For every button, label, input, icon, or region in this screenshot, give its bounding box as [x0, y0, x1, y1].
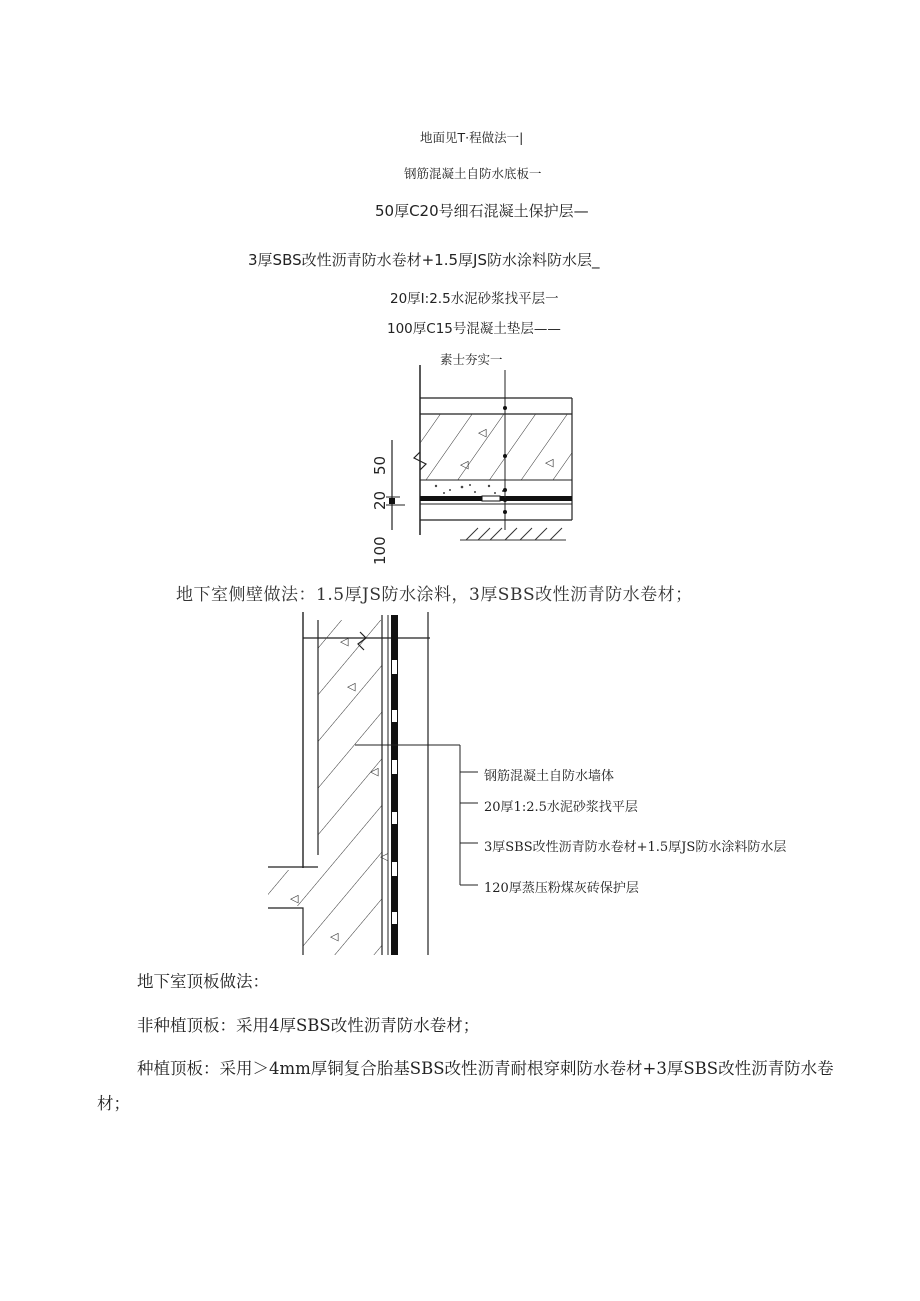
- floor-label-5: 20厚I:2.5水泥砂浆找平层一: [390, 291, 559, 307]
- floor-label-1: 地面见T·程做法一|: [420, 130, 524, 145]
- svg-text:◁: ◁: [330, 930, 339, 943]
- wall-label-4: 120厚蒸压粉煤灰砖保护层: [484, 881, 639, 896]
- svg-text:◁: ◁: [478, 426, 487, 439]
- svg-text:◁: ◁: [545, 456, 554, 469]
- dim-50: 50: [371, 455, 389, 475]
- floor-label-2: 钢筋混凝土自防水底板一: [404, 166, 542, 181]
- roof-title: 地下室顶板做法：: [137, 972, 269, 991]
- wall-label-3: 3厚SBS改性沥青防水卷材+1.5厚JS防水涂料防水层: [484, 840, 787, 855]
- floor-label-6: 100厚C15号混凝土垫层——: [387, 321, 561, 337]
- svg-text:◁: ◁: [460, 458, 469, 471]
- floor-label-7: 素士夯实一: [440, 352, 503, 367]
- floor-label-3: 50厚C20号细石混凝土保护层—: [375, 202, 589, 220]
- floor-label-4: 3厚SBS改性沥青防水卷材+1.5厚JS防水涂料防水层_: [248, 251, 600, 269]
- roof-line-2: 种植顶板：采用＞4mm厚铜复合胎基SBS改性沥青耐根穿刺防水卷材+3厚SBS改性沥青防水卷: [137, 1059, 834, 1078]
- svg-text:◁: ◁: [370, 765, 379, 778]
- wall-heading: 地下室侧壁做法：1.5厚JS防水涂料，3厚SBS改性沥青防水卷材；: [176, 585, 693, 605]
- wall-label-1: 钢筋混凝土自防水墙体: [484, 769, 615, 784]
- svg-text:◁: ◁: [347, 680, 356, 693]
- roof-line-1: 非种植顶板：采用4厚SBS改性沥青防水卷材；: [137, 1016, 480, 1035]
- svg-text:◁: ◁: [380, 850, 389, 863]
- wall-label-2: 20厚1:2.5水泥砂浆找平层: [484, 800, 638, 815]
- dim-100: 100: [371, 536, 389, 565]
- roof-line-3: 材；: [97, 1094, 130, 1113]
- svg-text:◁: ◁: [340, 635, 349, 648]
- dim-20: 20: [371, 490, 389, 510]
